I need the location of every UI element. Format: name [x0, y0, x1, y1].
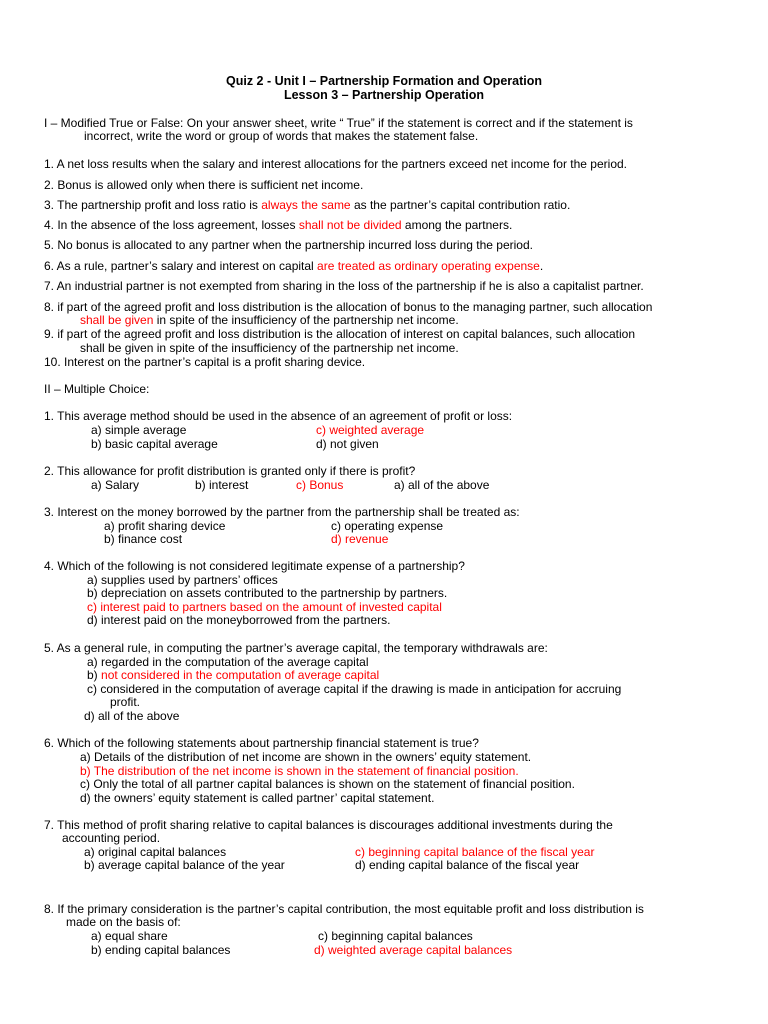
instructions-line-1: I – Modified True or False: On your answer sheet, write “ True” if the statement is correct and if the statement is [44, 116, 633, 130]
mc-6-question: 6. Which of the following statements about partnership financial statement is true? [44, 736, 479, 750]
mc-7-option-d: d) ending capital balance of the fiscal year [355, 858, 580, 872]
tf-item-10: 10. Interest on the partner’s capital is a profit sharing device. [44, 355, 366, 369]
mc-8-option-a: a) equal share [91, 929, 168, 943]
mc-4-option-b: b) depreciation on assets contributed to the partnership by partners. [87, 586, 448, 600]
tf-item-3-text: 3. The partnership profit and loss ratio is [44, 198, 262, 212]
mc-8-option-c: c) beginning capital balances [318, 929, 473, 943]
mc-4-option-c: c) interest paid to partners based on the amount of invested capital [87, 600, 442, 614]
mc-2-question: 2. This allowance for profit distribution is granted only if there is profit? [44, 464, 416, 478]
tf-item-1: 1. A net loss results when the salary and interest allocations for the partners exceed net income for the period. [44, 157, 627, 171]
mc-heading: II – Multiple Choice: [44, 382, 150, 396]
mc-5-option-d: d) all of the above [84, 709, 180, 723]
mc-4-option-d: d) interest paid on the moneyborrowed from the partners. [87, 613, 391, 627]
instructions-line-2: incorrect, write the word or group of words that makes the statement false. [84, 129, 479, 143]
mc-1-option-a: a) simple average [91, 423, 187, 437]
tf-item-7: 7. An industrial partner is not exempted from sharing in the loss of the partnership if he is also a capitalist partner. [44, 279, 644, 293]
tf-item-6-text-end: . [539, 259, 544, 273]
tf-item-9: 9. if part of the agreed profit and loss distribution is the allocation of interest on capital balances, such allocation [44, 327, 636, 341]
mc-7-option-a: a) original capital balances [84, 845, 227, 859]
mc-1-question: 1. This average method should be used in the absence of an agreement of profit or loss: [44, 409, 513, 423]
tf-item-8: 8. if part of the agreed profit and loss distribution is the allocation of bonus to the managing partner, such allocation [44, 300, 653, 314]
tf-item-4-answer: shall not be divided [298, 218, 402, 232]
mc-6-option-a: a) Details of the distribution of net income are shown in the owners’ equity statement. [80, 750, 532, 764]
mc-1-option-c: c) weighted average [316, 423, 425, 437]
tf-item-2: 2. Bonus is allowed only when there is sufficient net income. [44, 178, 364, 192]
tf-item-4-text: 4. In the absence of the loss agreement, losses [44, 218, 299, 232]
mc-1-option-d: d) not given [316, 437, 379, 451]
mc-1-option-b: b) basic capital average [91, 437, 218, 451]
tf-item-4-text-end: among the partners. [401, 218, 513, 232]
tf-item-4 [44, 218, 512, 232]
mc-8-option-d: d) weighted average capital balances [314, 943, 513, 957]
mc-7-option-b: b) average capital balance of the year [84, 858, 285, 872]
mc-3-option-a: a) profit sharing device [104, 519, 226, 533]
tf-item-6-answer: are treated as ordinary operating expense [317, 259, 540, 273]
tf-item-3 [44, 198, 570, 212]
mc-2-option-b: b) interest [195, 478, 249, 492]
tf-item-6 [44, 259, 543, 273]
mc-5-option-c: c) considered in the computation of average capital if the drawing is made in anticipation for accruing [87, 682, 622, 696]
mc-6-option-b: b) The distribution of the net income is shown in the statement of financial position. [80, 764, 519, 778]
mc-3-option-d: d) revenue [331, 532, 389, 546]
mc-8-question-cont: made on the basis of: [66, 915, 181, 929]
mc-2-option-d: a) all of the above [394, 478, 490, 492]
mc-5-option-b [87, 668, 379, 682]
quiz-title: Quiz 2 - Unit I – Partnership Formation and Operation [225, 74, 542, 88]
tf-item-3-text-end: as the partner’s capital contribution ratio. [350, 198, 571, 212]
mc-3-option-b: b) finance cost [104, 532, 183, 546]
lesson-title: Lesson 3 – Partnership Operation [283, 88, 485, 102]
mc-8-option-b: b) ending capital balances [91, 943, 231, 957]
tf-item-9-cont: shall be given in spite of the insufficiency of the partnership net income. [80, 341, 459, 355]
mc-2-option-a: a) Salary [91, 478, 140, 492]
mc-5-option-a: a) regarded in the computation of the average capital [87, 655, 369, 669]
tf-item-8-cont [80, 313, 459, 327]
mc-7-question: 7. This method of profit sharing relative to capital balances is discourages additional investments during the [44, 818, 613, 832]
mc-3-option-c: c) operating expense [331, 519, 444, 533]
mc-5-option-c-cont: profit. [110, 695, 141, 709]
mc-6-option-d: d) the owners’ equity statement is called partner’ capital statement. [80, 791, 435, 805]
mc-4-question: 4. Which of the following is not considered legitimate expense of a partnership? [44, 559, 465, 573]
mc-8-question: 8. If the primary consideration is the partner’s capital contribution, the most equitable profit and loss distribution is [44, 902, 644, 916]
mc-3-question: 3. Interest on the money borrowed by the partner from the partnership shall be treated as: [44, 505, 520, 519]
tf-item-8-answer: shall be given [80, 313, 154, 327]
mc-6-option-c: c) Only the total of all partner capital balances is shown on the statement of financial position. [80, 777, 575, 791]
tf-item-6-text: 6. As a rule, partner’s salary and interest on capital [44, 259, 318, 273]
mc-7-question-cont: accounting period. [62, 831, 161, 845]
tf-item-3-answer: always the same [261, 198, 351, 212]
tf-item-8-text-end: in spite of the insufficiency of the partnership net income. [153, 313, 459, 327]
mc-2-option-c: c) Bonus [296, 478, 344, 492]
mc-5-option-b-answer: not considered in the computation of average capital [101, 668, 380, 682]
mc-7-option-c: c) beginning capital balance of the fiscal year [355, 845, 595, 859]
mc-4-option-a: a) supplies used by partners’ offices [87, 573, 278, 587]
tf-item-5: 5. No bonus is allocated to any partner when the partnership incurred loss during the period. [44, 238, 533, 252]
mc-5-option-b-letter: b) [87, 668, 102, 682]
mc-5-question: 5. As a general rule, in computing the partner’s average capital, the temporary withdrawals are: [44, 641, 548, 655]
